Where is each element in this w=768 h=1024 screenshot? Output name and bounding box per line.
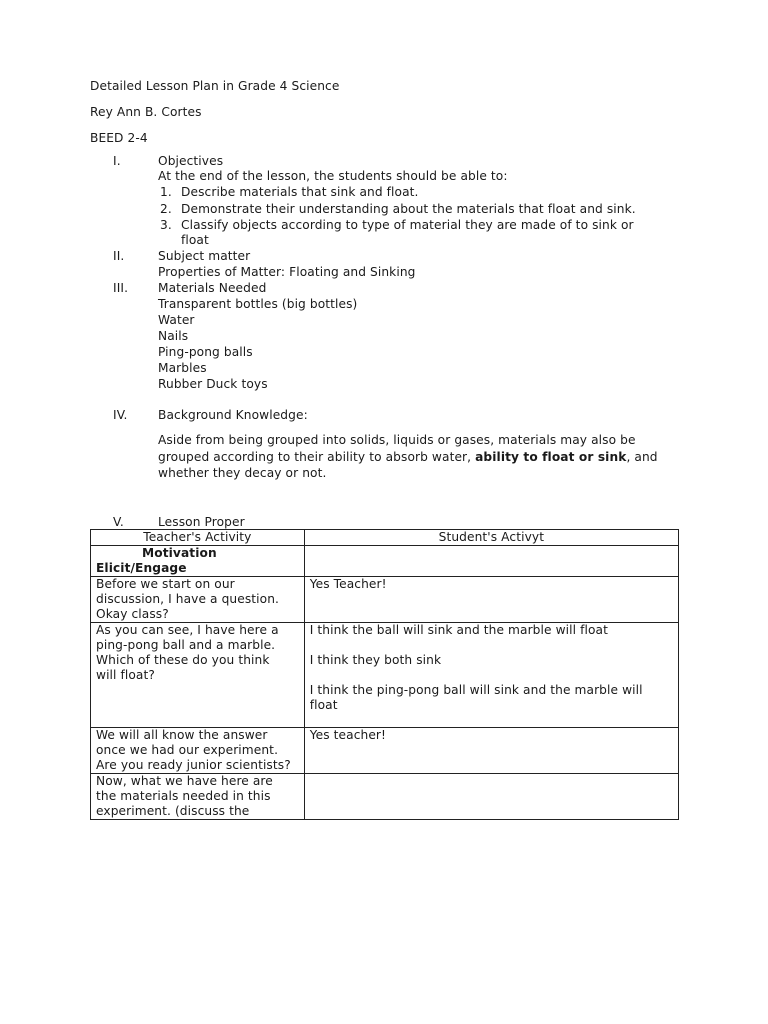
document-title: Detailed Lesson Plan in Grade 4 Science [90, 79, 340, 93]
table-row [91, 546, 679, 577]
lesson-proper-heading: Lesson Proper [158, 515, 245, 529]
elicit-label: Elicit/Engage [96, 561, 187, 575]
objective-item: Describe materials that sink and float. [181, 185, 419, 199]
teacher-cell: Before we start on our discussion, I have a question. Okay class? [91, 577, 305, 623]
student-cell [304, 546, 678, 577]
objective-item: Classify objects according to type of material they are made of to sink or [181, 218, 634, 232]
motivation-label: Motivation [142, 546, 217, 560]
teacher-activity-header: Teacher's Activity [91, 530, 305, 546]
material-item: Marbles [158, 361, 207, 375]
objectives-intro: At the end of the lesson, the students should be able to: [158, 169, 508, 183]
table-row [91, 774, 679, 820]
subject-matter-numeral: II. [113, 249, 125, 263]
materials-numeral: III. [113, 281, 129, 295]
lesson-proper-numeral: V. [113, 515, 124, 529]
table-row [91, 728, 679, 774]
background-line: Aside from being grouped into solids, liquids or gases, materials may also be [158, 433, 636, 447]
student-cell: Yes Teacher! [304, 577, 678, 623]
student-cell: Yes teacher! [304, 728, 678, 774]
lesson-table [90, 529, 679, 820]
material-item: Transparent bottles (big bottles) [158, 297, 358, 311]
objective-number: 1. [160, 185, 172, 199]
teacher-cell: Now, what we have here are the materials needed in this experiment. (discuss the [91, 774, 305, 820]
table-header-row [91, 530, 679, 546]
objective-item-continued: float [181, 233, 209, 247]
subject-matter-heading: Subject matter [158, 249, 251, 263]
teacher-cell [91, 546, 305, 577]
material-item: Rubber Duck toys [158, 377, 268, 391]
background-text: grouped according to their ability to absorb water, [158, 450, 476, 464]
objectives-heading: Objectives [158, 154, 224, 168]
objective-number: 3. [160, 218, 172, 232]
background-emphasis: ability to float or sink [475, 450, 627, 464]
background-text: , and [626, 450, 658, 464]
student-cell: I think the ball will sink and the marble will float I think they both sink I think the ping-pong ball will sink and the marble will float [304, 623, 678, 728]
background-line [158, 449, 658, 465]
author-name: Rey Ann B. Cortes [90, 105, 202, 119]
background-line: whether they decay or not. [158, 466, 327, 480]
student-activity-header: Student's Activyt [304, 530, 678, 546]
student-cell [304, 774, 678, 820]
teacher-cell: As you can see, I have here a ping-pong ball and a marble. Which of these do you think will float? [91, 623, 305, 728]
materials-heading: Materials Needed [158, 281, 267, 295]
table-row [91, 623, 679, 728]
background-numeral: IV. [113, 408, 128, 422]
material-item: Water [158, 313, 195, 327]
table-row [91, 577, 679, 623]
section-code: BEED 2-4 [90, 131, 148, 145]
objective-number: 2. [160, 202, 172, 216]
material-item: Nails [158, 329, 189, 343]
material-item: Ping-pong balls [158, 345, 253, 359]
background-heading: Background Knowledge: [158, 408, 308, 422]
subject-matter-text: Properties of Matter: Floating and Sinking [158, 265, 416, 279]
teacher-cell: We will all know the answer once we had our experiment. Are you ready junior scientists? [91, 728, 305, 774]
objectives-numeral: I. [113, 154, 121, 168]
objective-item: Demonstrate their understanding about the materials that float and sink. [181, 202, 636, 216]
